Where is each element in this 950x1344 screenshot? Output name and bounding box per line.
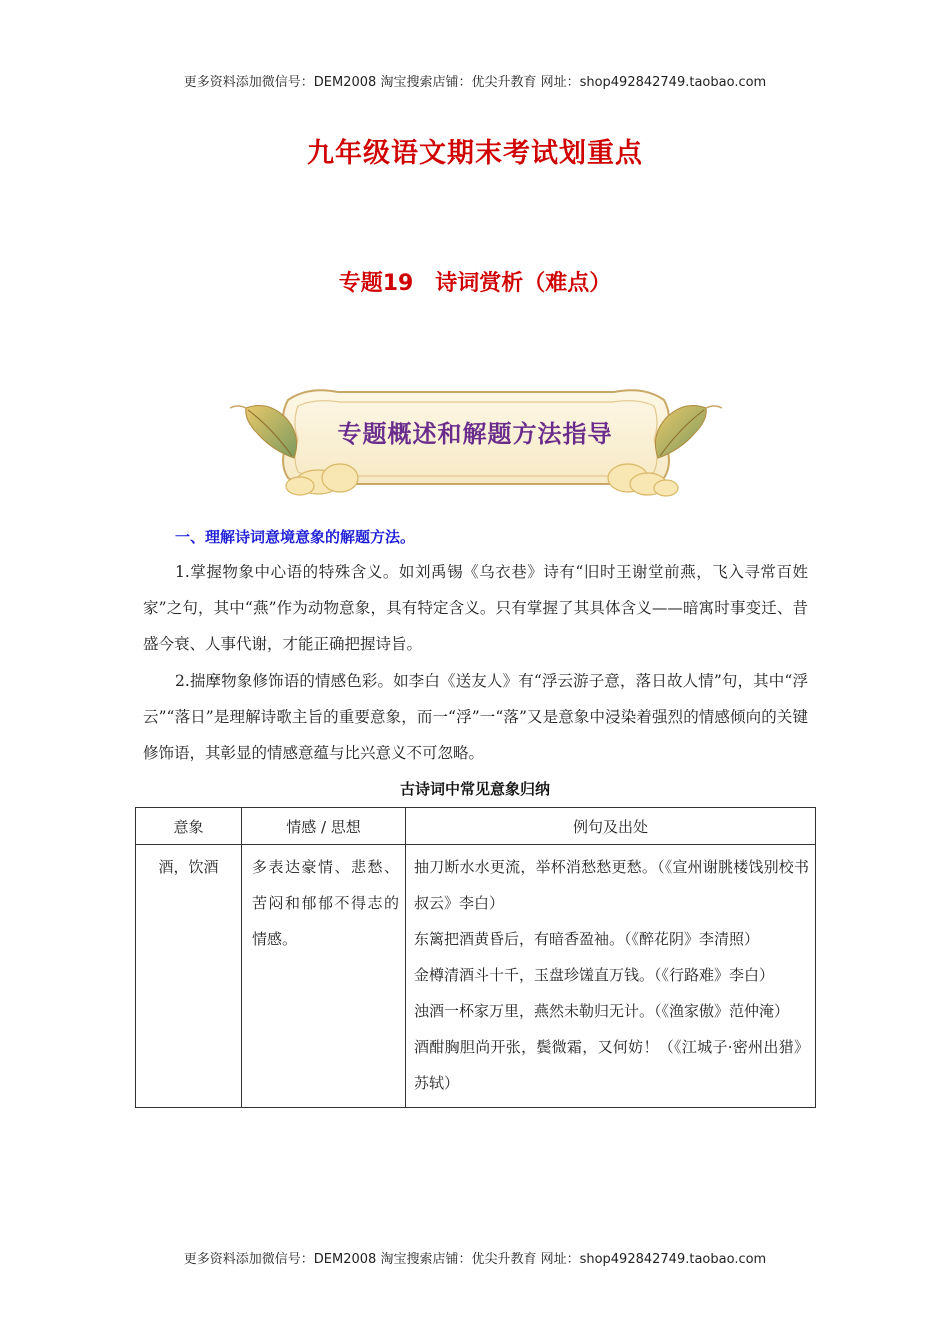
cell-image: 酒，饮酒 bbox=[136, 845, 242, 1108]
section-heading: 一、理解诗词意境意象的解题方法。 bbox=[175, 528, 416, 546]
method-paragraph-2: 2.揣摩物象修饰语的情感色彩。如李白《送友人》有“浮云游子意，落日故人情”句，其中“浮云”“落日”是理解诗歌主旨的重要意象，而一“浮”一“落”又是意象中浸染着强烈的情感倾向的关键修饰语，其彰显的情感意蕴与比兴意义不可忽略。 bbox=[143, 672, 808, 762]
example-line: 酒酣胸胆尚开张，鬓微霜，又何妨！（《江城子·密州出猎》苏轼） bbox=[414, 1038, 809, 1092]
imagery-table bbox=[135, 807, 816, 1108]
example-line: 东篱把酒黄昏后，有暗香盈袖。（《醉花阴》李清照） bbox=[414, 930, 760, 948]
example-line: 金樽清酒斗十千，玉盘珍馐直万钱。（《行路难》李白） bbox=[414, 966, 775, 984]
page-footer: 更多资料添加微信号：DEM2008 淘宝搜索店铺：优尖升教育 网址：shop492842749.taobao.com bbox=[183, 1252, 767, 1267]
example-line: 浊酒一杯家万里，燕然未勒归无计。（《渔家傲》范仲淹） bbox=[414, 1002, 790, 1020]
cell-examples bbox=[406, 845, 816, 1108]
banner-title: 专题概述和解题方法指导 bbox=[337, 420, 613, 448]
page-header: 更多资料添加微信号：DEM2008 淘宝搜索店铺：优尖升教育 网址：shop492842749.taobao.com bbox=[183, 75, 767, 90]
cell-emotion: 多表达豪情、悲愁、苦闷和郁郁不得志的情感。 bbox=[242, 845, 406, 1108]
column-header-emotion: 情感 / 思想 bbox=[242, 808, 406, 845]
column-header-examples: 例句及出处 bbox=[406, 808, 816, 845]
table-header-row bbox=[136, 808, 816, 845]
table-caption: 古诗词中常见意象归纳 bbox=[399, 780, 550, 798]
method-paragraph-1: 1.掌握物象中心语的特殊含义。如刘禹锡《乌衣巷》诗有“旧时王谢堂前燕，飞入寻常百姓家”之句，其中“燕”作为动物意象，具有特定含义。只有掌握了其具体含义——暗寓时事变迁、昔盛今衰、人事代谢，才能正确把握诗旨。 bbox=[143, 563, 808, 653]
column-header-image: 意象 bbox=[136, 808, 242, 845]
table-row bbox=[136, 845, 816, 1108]
example-line: 抽刀断水水更流，举杯消愁愁更愁。（《宣州谢朓楼饯别校书叔云》李白） bbox=[414, 858, 809, 912]
document-title: 九年级语文期末考试划重点 bbox=[307, 138, 643, 169]
topic-subtitle: 专题19 诗词赏析（难点） bbox=[338, 271, 612, 296]
